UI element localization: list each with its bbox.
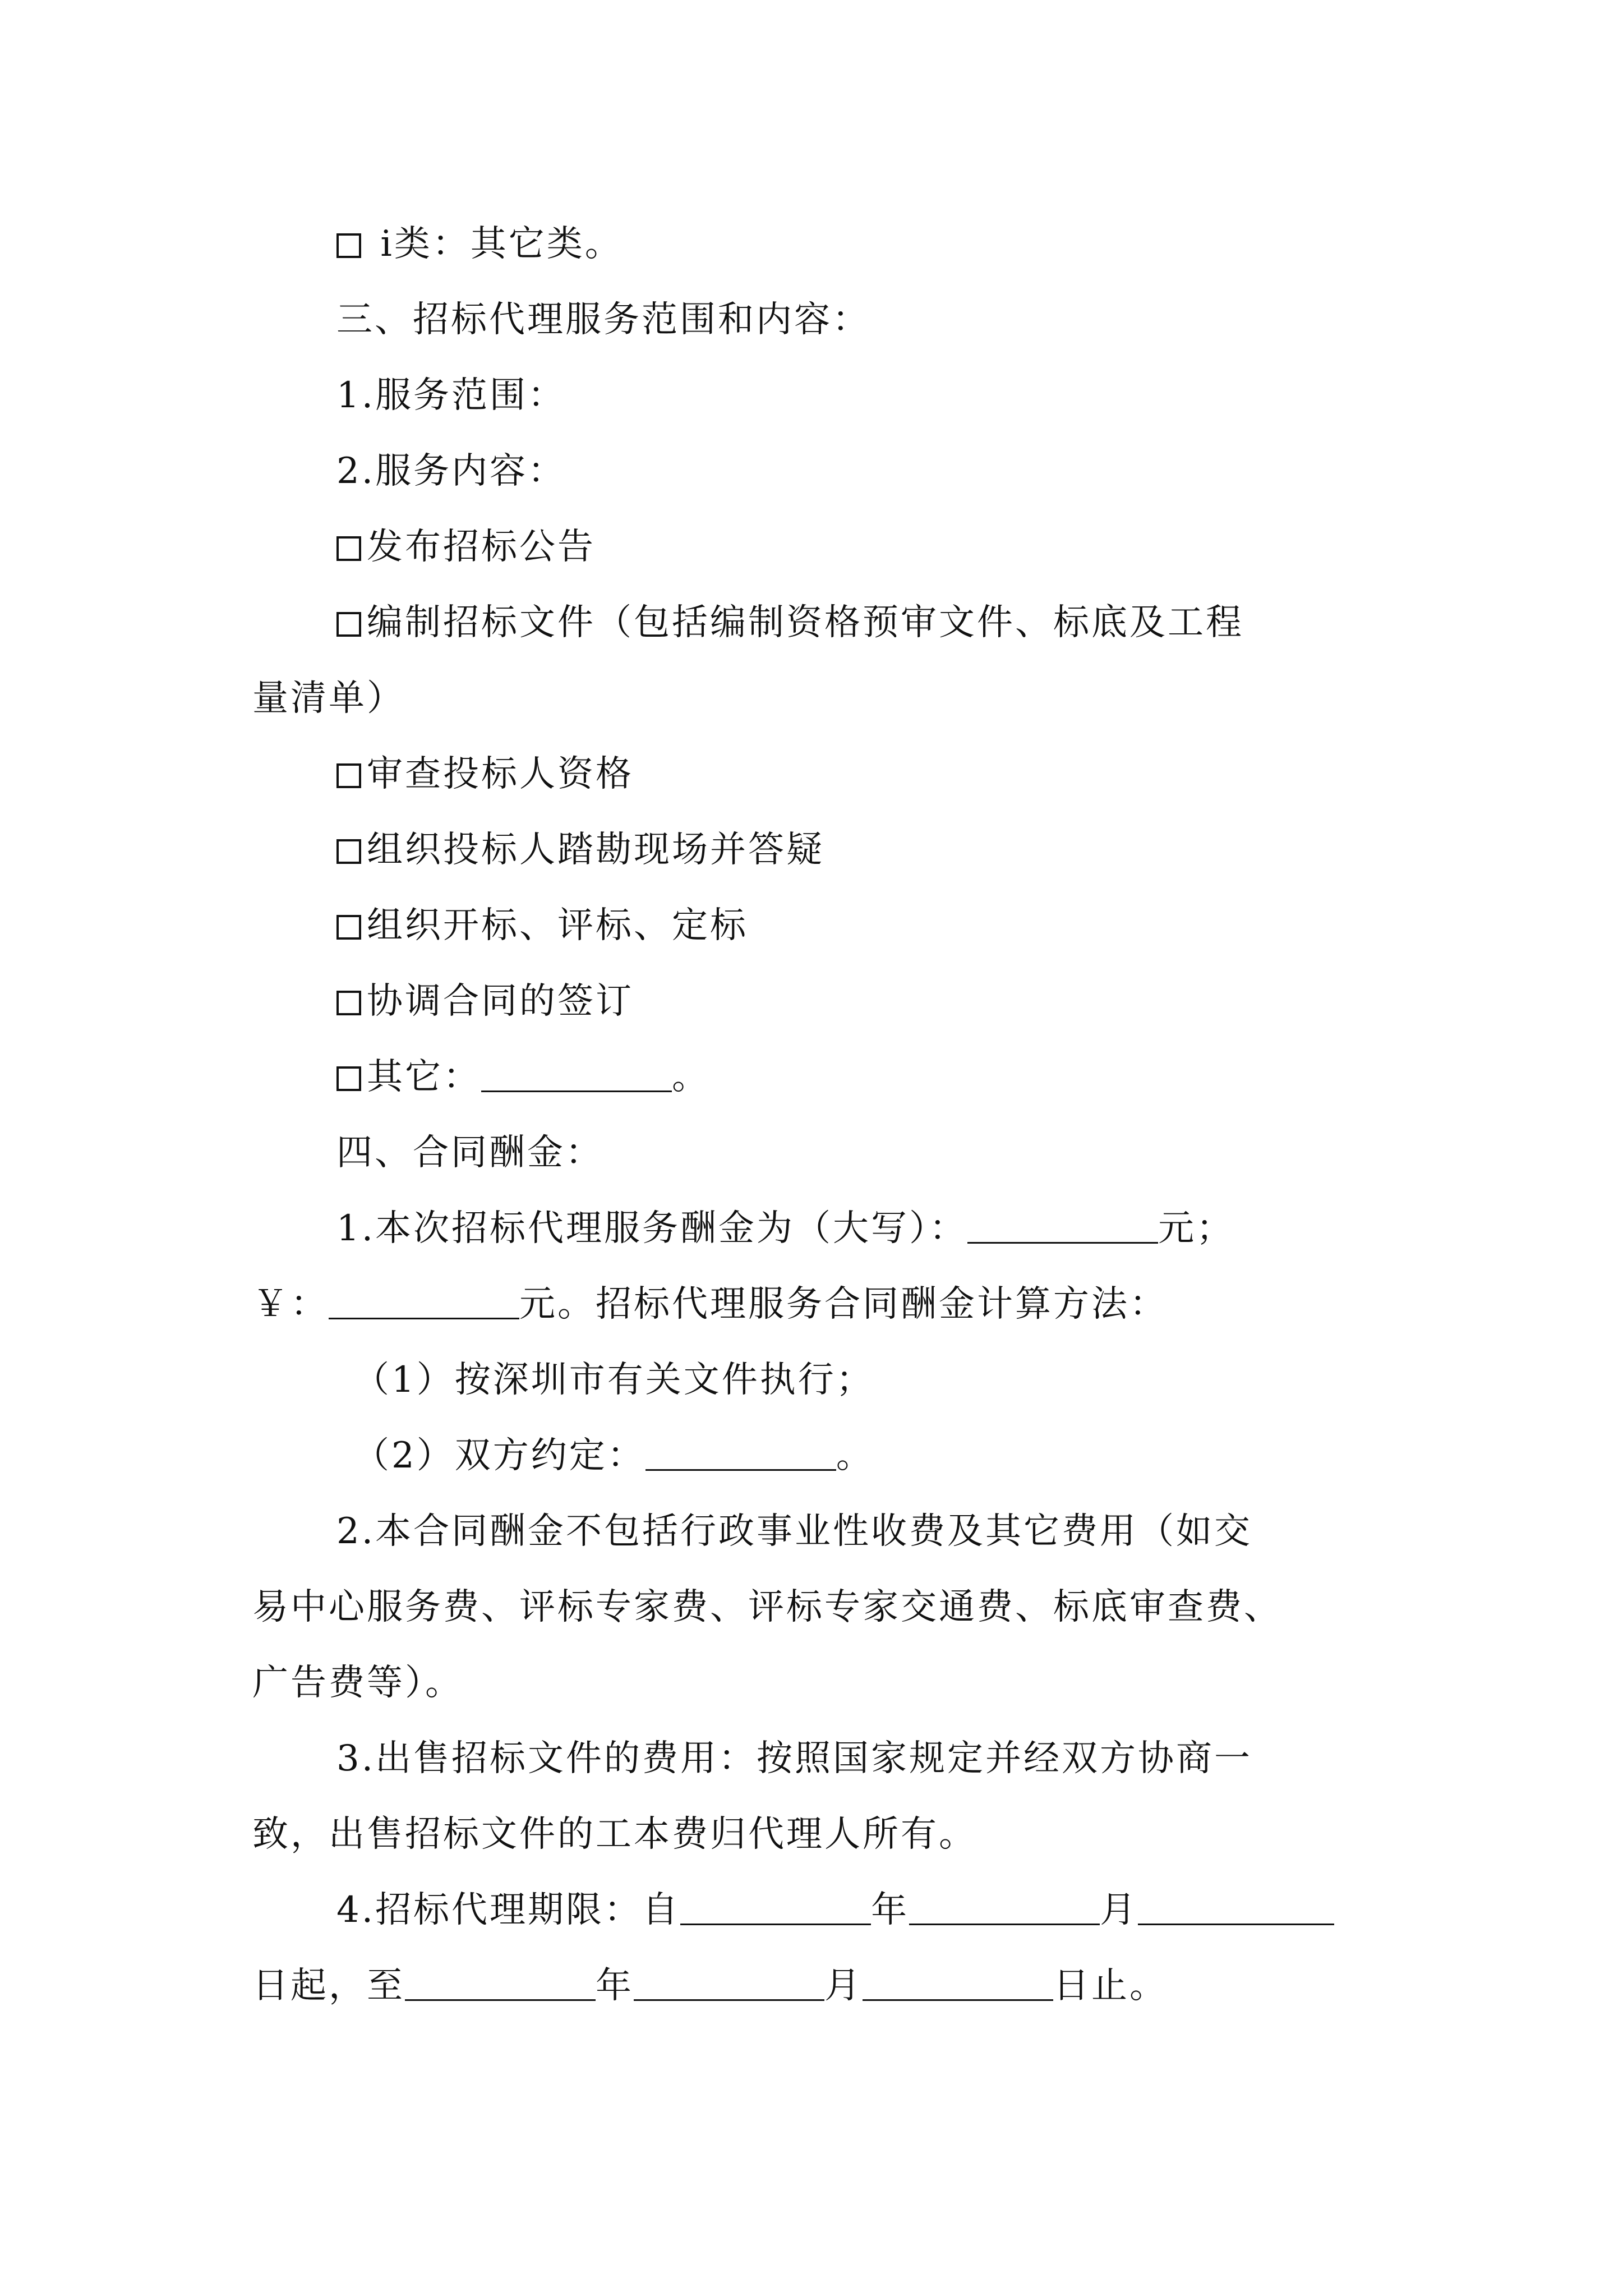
text: 组织投标人踏勘现场并答疑: [367, 829, 824, 871]
text: （2）双方约定：: [353, 1435, 645, 1476]
section-four-heading: 四、合同酬金：: [336, 1132, 603, 1174]
fee-amount-line: [336, 1206, 1374, 1251]
text: ￥：: [252, 1283, 329, 1325]
option-contract-signing: [336, 979, 1374, 1024]
blank-day[interactable]: [863, 1968, 1053, 2001]
text: 元。招标代理服务合同酬金计算方法：: [519, 1283, 1168, 1325]
clause-4-b: [252, 1963, 1374, 2008]
clause-2-c: 广告费等）。: [252, 1662, 463, 1704]
blank-field[interactable]: [967, 1211, 1158, 1244]
line-category-i: [336, 222, 1374, 266]
text: 发布招标公告: [367, 526, 596, 568]
service-scope: 1.服务范围：: [336, 375, 566, 416]
text: 日止。: [1053, 1965, 1168, 2007]
blank-month[interactable]: [909, 1892, 1100, 1925]
service-content: 2.服务内容：: [336, 450, 566, 492]
option-review-qualification: [336, 752, 1374, 797]
option-prepare-documents: [336, 600, 1374, 645]
text: 月: [824, 1965, 863, 2007]
blank-year[interactable]: [405, 1968, 596, 2001]
text: 组织开标、评标、定标: [367, 905, 748, 946]
method-1: （1）按深圳市有关文件执行；: [353, 1359, 874, 1401]
blank-year[interactable]: [680, 1892, 871, 1925]
option-open-evaluate: [336, 903, 1374, 948]
section-three-heading: 三、招标代理服务范围和内容：: [336, 299, 870, 341]
text: 年: [871, 1889, 910, 1931]
text: 1.本次招标代理服务酬金为（大写）：: [336, 1208, 968, 1249]
text: 协调合同的签订: [367, 981, 634, 1022]
clause-2-a: 2.本合同酬金不包括行政事业性收费及其它费用（如交: [336, 1511, 1253, 1552]
text: 其它：: [367, 1056, 481, 1098]
option-site-visit: [336, 827, 1374, 872]
checkbox-icon[interactable]: [336, 915, 361, 940]
blank-field[interactable]: [645, 1438, 836, 1471]
text: 。: [672, 1056, 710, 1098]
checkbox-icon[interactable]: [336, 233, 361, 258]
text: 月: [1100, 1889, 1138, 1931]
text: 审查投标人资格: [367, 753, 634, 795]
checkbox-icon[interactable]: [336, 1066, 361, 1091]
clause-4-a: [336, 1888, 1374, 1932]
checkbox-icon[interactable]: [336, 763, 361, 788]
blank-field[interactable]: [481, 1059, 672, 1092]
blank-field[interactable]: [329, 1286, 519, 1319]
clause-3-a: 3.出售招标文件的费用：按照国家规定并经双方协商一: [336, 1738, 1253, 1779]
text: 年: [596, 1965, 634, 2007]
option-other: [336, 1055, 1374, 1099]
text: 日起，至: [252, 1965, 405, 2007]
checkbox-icon[interactable]: [336, 612, 361, 637]
checkbox-icon[interactable]: [336, 536, 361, 561]
text: i类：其它类。: [380, 223, 623, 265]
text: 4.招标代理期限：自: [336, 1889, 681, 1931]
text: 。: [836, 1435, 874, 1476]
checkbox-icon[interactable]: [336, 839, 361, 864]
option-publish-notice: [336, 524, 1374, 569]
option-prepare-documents-cont: 量清单）: [252, 678, 405, 719]
text: 元；: [1158, 1208, 1235, 1249]
method-2: [353, 1433, 1475, 1478]
blank-month[interactable]: [634, 1968, 824, 2001]
fee-yuan-line: [252, 1282, 1374, 1327]
clause-3-b: 致，出售招标文件的工本费归代理人所有。: [252, 1814, 977, 1855]
blank-day[interactable]: [1138, 1892, 1334, 1925]
text: 编制招标文件（包括编制资格预审文件、标底及工程: [367, 602, 1244, 643]
clause-2-b: 易中心服务费、评标专家费、评标专家交通费、标底审查费、: [252, 1586, 1282, 1628]
checkbox-icon[interactable]: [336, 991, 361, 1015]
